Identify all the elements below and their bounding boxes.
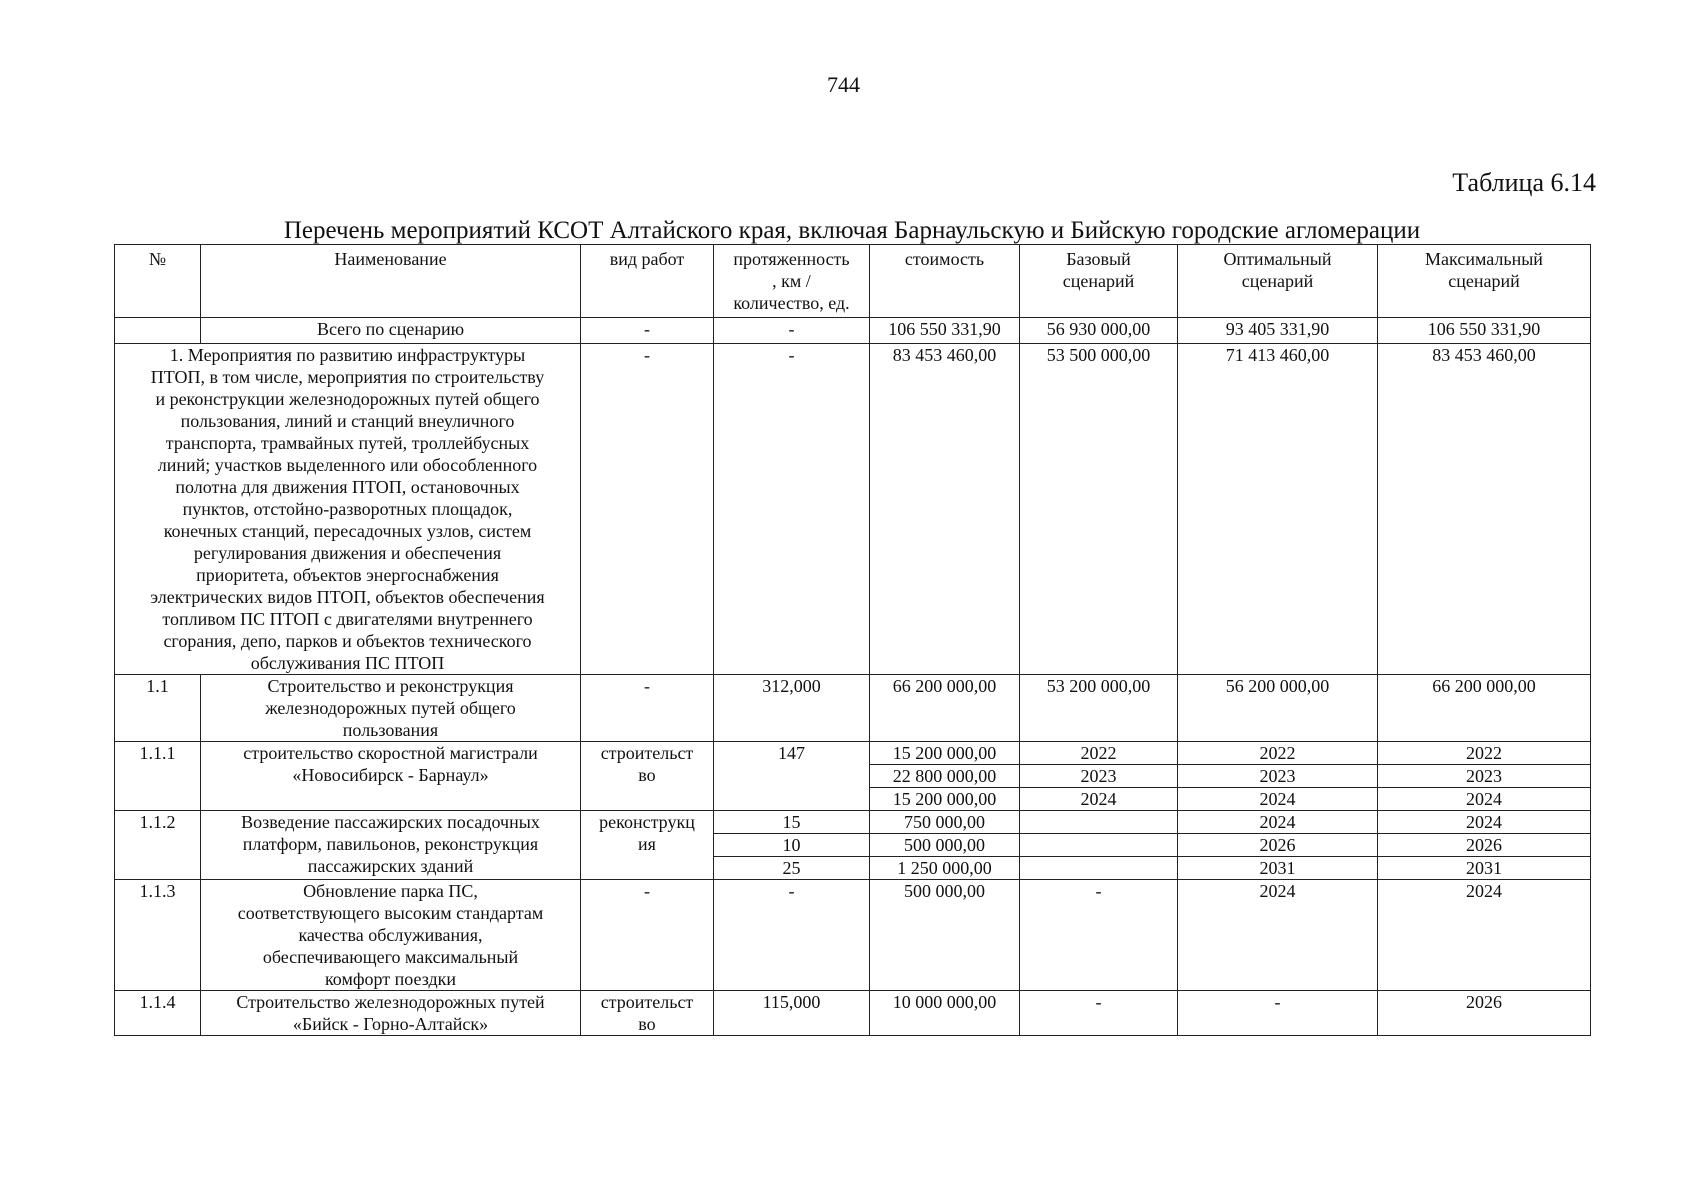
item-1-1-1-optimal: 2022 bbox=[1178, 742, 1378, 765]
section-1-cost: 83 453 460,00 bbox=[870, 344, 1020, 675]
section-1-line: линий; участков выделенного или обособленного bbox=[157, 455, 538, 475]
item-1-1-2-work-type-line: реконструкц bbox=[599, 812, 695, 832]
item-1-1-line: железнодорожных путей общего bbox=[265, 698, 516, 718]
item-1-1-max: 66 200 000,00 bbox=[1378, 675, 1591, 742]
header-base-line: сценарий bbox=[1062, 271, 1135, 291]
item-1-1-line: пользования bbox=[342, 720, 439, 740]
item-1-1-3-work-type: - bbox=[581, 880, 714, 991]
header-extent-line: , км / bbox=[772, 271, 811, 291]
section-1-line: и реконструкции железнодорожных путей общего bbox=[155, 389, 540, 409]
item-1-1-1-cost: 22 800 000,00 bbox=[870, 765, 1020, 788]
item-1-1-1-work-type-line: строительст bbox=[600, 743, 694, 763]
total-name: Всего по сценарию bbox=[201, 318, 581, 344]
item-1-1-2-extent: 25 bbox=[714, 857, 870, 880]
item-1-1-3-num: 1.1.3 bbox=[115, 880, 201, 991]
item-1-1-3-base: - bbox=[1020, 880, 1178, 991]
item-1-1-4-line: «Бийск - Горно-Алтайск» bbox=[292, 1014, 489, 1034]
header-base-line: Базовый bbox=[1066, 249, 1131, 269]
item-1-1-2-work-type bbox=[581, 811, 714, 880]
item-1-1-2-extent: 10 bbox=[714, 834, 870, 857]
item-1-1-2-row bbox=[115, 811, 1591, 834]
item-1-1-2-work-type-line: ия bbox=[638, 834, 656, 854]
total-num bbox=[115, 318, 201, 344]
item-1-1-2-base bbox=[1020, 857, 1178, 880]
item-1-1-2-max: 2026 bbox=[1378, 834, 1591, 857]
item-1-1-2-optimal: 2031 bbox=[1178, 857, 1378, 880]
header-optimal bbox=[1178, 245, 1378, 318]
total-base: 56 930 000,00 bbox=[1020, 318, 1178, 344]
item-1-1-2-line: Возведение пассажирских посадочных bbox=[241, 812, 540, 832]
total-optimal: 93 405 331,90 bbox=[1178, 318, 1378, 344]
item-1-1-3-line: качества обслуживания, bbox=[298, 925, 483, 945]
item-1-1-4-name bbox=[201, 991, 581, 1036]
header-max-line: Максимальный bbox=[1425, 249, 1543, 269]
table-title: Перечень мероприятий КСОТ Алтайского края, включая Барнаульскую и Бийскую городские агломерации bbox=[283, 217, 1421, 244]
item-1-1-2-optimal: 2026 bbox=[1178, 834, 1378, 857]
item-1-1-2-cost: 500 000,00 bbox=[870, 834, 1020, 857]
section-1-line: приоритета, объектов энергоснабжения bbox=[196, 565, 499, 585]
section-1-line: транспорта, трамвайных путей, троллейбусных bbox=[165, 433, 530, 453]
section-1-line: полотна для движения ПТОП, остановочных bbox=[175, 477, 520, 497]
section-1-extent: - bbox=[714, 344, 870, 675]
item-1-1-2-max: 2031 bbox=[1378, 857, 1591, 880]
item-1-1-3-optimal: 2024 bbox=[1178, 880, 1378, 991]
item-1-1-4-extent: 115,000 bbox=[714, 991, 870, 1036]
item-1-1-3-line: обеспечивающего максимальный bbox=[262, 947, 519, 967]
item-1-1-2-line: платформ, павильонов, реконструкция bbox=[242, 834, 539, 854]
item-1-1-4-cost: 10 000 000,00 bbox=[870, 991, 1020, 1036]
item-1-1-2-num: 1.1.2 bbox=[115, 811, 201, 880]
table-label: Таблица 6.14 bbox=[1452, 168, 1596, 197]
total-extent: - bbox=[714, 318, 870, 344]
item-1-1-3-name bbox=[201, 880, 581, 991]
header-optimal-line: сценарий bbox=[1241, 271, 1314, 291]
item-1-1-3-line: соответствующего высоким стандартам bbox=[237, 903, 544, 923]
item-1-1-name bbox=[201, 675, 581, 742]
header-optimal-line: Оптимальный bbox=[1223, 249, 1332, 269]
item-1-1-4-line: Строительство железнодорожных путей bbox=[236, 992, 545, 1012]
item-1-1-3-cost: 500 000,00 bbox=[870, 880, 1020, 991]
page-number: 744 bbox=[827, 72, 860, 97]
item-1-1-1-line: строительство скоростной магистрали bbox=[243, 743, 538, 763]
item-1-1-base: 53 200 000,00 bbox=[1020, 675, 1178, 742]
item-1-1-2-max: 2024 bbox=[1378, 811, 1591, 834]
item-1-1-4-num: 1.1.4 bbox=[115, 991, 201, 1036]
section-1-line: 1. Мероприятия по развитию инфраструктуры bbox=[169, 345, 526, 365]
section-1-line: ПТОП, в том числе, мероприятия по строительству bbox=[150, 367, 545, 387]
item-1-1-2-name bbox=[201, 811, 581, 880]
total-cost: 106 550 331,90 bbox=[870, 318, 1020, 344]
item-1-1-1-cost: 15 200 000,00 bbox=[870, 788, 1020, 811]
section-1-optimal: 71 413 460,00 bbox=[1178, 344, 1378, 675]
section-1-line: обслуживания ПС ПТОП bbox=[250, 653, 445, 673]
section-1-line: электрических видов ПТОП, объектов обеспечения bbox=[150, 587, 545, 607]
item-1-1-4-work-type bbox=[581, 991, 714, 1036]
section-1-line: топливом ПС ПТОП с двигателями внутреннего bbox=[162, 609, 533, 629]
item-1-1-1-name bbox=[201, 742, 581, 811]
item-1-1-2-cost: 1 250 000,00 bbox=[870, 857, 1020, 880]
header-row bbox=[115, 245, 1591, 318]
total-max: 106 550 331,90 bbox=[1378, 318, 1591, 344]
header-base bbox=[1020, 245, 1178, 318]
header-extent bbox=[714, 245, 870, 318]
section-1-line: пунктов, отстойно-разворотных площадок, bbox=[182, 499, 513, 519]
item-1-1-line: Строительство и реконструкция bbox=[267, 676, 514, 696]
item-1-1-1-work-type bbox=[581, 742, 714, 811]
section-1-work-type: - bbox=[581, 344, 714, 675]
item-1-1-extent: 312,000 bbox=[714, 675, 870, 742]
section-1-base: 53 500 000,00 bbox=[1020, 344, 1178, 675]
item-1-1-1-optimal: 2023 bbox=[1178, 765, 1378, 788]
item-1-1-2-cost: 750 000,00 bbox=[870, 811, 1020, 834]
header-max bbox=[1378, 245, 1591, 318]
item-1-1-4-row bbox=[115, 991, 1591, 1036]
item-1-1-1-optimal: 2024 bbox=[1178, 788, 1378, 811]
item-1-1-4-work-type-line: во bbox=[638, 1014, 656, 1034]
item-1-1-1-base: 2022 bbox=[1020, 742, 1178, 765]
item-1-1-3-line: Обновление парка ПС, bbox=[303, 881, 478, 901]
item-1-1-num: 1.1 bbox=[115, 675, 201, 742]
item-1-1-1-max: 2022 bbox=[1378, 742, 1591, 765]
item-1-1-2-base bbox=[1020, 834, 1178, 857]
item-1-1-optimal: 56 200 000,00 bbox=[1178, 675, 1378, 742]
item-1-1-1-cost: 15 200 000,00 bbox=[870, 742, 1020, 765]
section-1-name bbox=[115, 344, 581, 675]
item-1-1-2-base bbox=[1020, 811, 1178, 834]
item-1-1-2-extent: 15 bbox=[714, 811, 870, 834]
header-work-type: вид работ bbox=[581, 245, 714, 318]
measures-table bbox=[114, 244, 1591, 1036]
item-1-1-4-work-type-line: строительст bbox=[600, 992, 694, 1012]
header-extent-line: протяженность bbox=[733, 249, 850, 269]
header-extent-line: количество, ед. bbox=[733, 293, 850, 313]
item-1-1-1-max: 2023 bbox=[1378, 765, 1591, 788]
item-1-1-cost: 66 200 000,00 bbox=[870, 675, 1020, 742]
item-1-1-row bbox=[115, 675, 1591, 742]
item-1-1-1-num: 1.1.1 bbox=[115, 742, 201, 811]
item-1-1-3-max: 2024 bbox=[1378, 880, 1591, 991]
section-1-line: регулирования движения и обеспечения bbox=[193, 543, 502, 563]
item-1-1-4-max: 2026 bbox=[1378, 991, 1591, 1036]
item-1-1-work-type: - bbox=[581, 675, 714, 742]
total-work-type: - bbox=[581, 318, 714, 344]
item-1-1-1-row bbox=[115, 742, 1591, 765]
item-1-1-4-optimal: - bbox=[1178, 991, 1378, 1036]
header-num: № bbox=[115, 245, 201, 318]
section-1-line: конечных станций, пересадочных узлов, систем bbox=[163, 521, 532, 541]
section-1-max: 83 453 460,00 bbox=[1378, 344, 1591, 675]
item-1-1-1-max: 2024 bbox=[1378, 788, 1591, 811]
section-1-line: пользования, линий и станций внеуличного bbox=[180, 411, 515, 431]
section-1-line: сгорания, депо, парков и объектов технического bbox=[163, 631, 532, 651]
item-1-1-1-line: «Новосибирск - Барнаул» bbox=[292, 765, 489, 785]
item-1-1-3-line: комфорт поездки bbox=[324, 969, 457, 989]
item-1-1-2-optimal: 2024 bbox=[1178, 811, 1378, 834]
item-1-1-1-base: 2024 bbox=[1020, 788, 1178, 811]
header-cost: стоимость bbox=[870, 245, 1020, 318]
item-1-1-1-extent: 147 bbox=[714, 742, 870, 811]
total-row bbox=[115, 318, 1591, 344]
header-name: Наименование bbox=[201, 245, 581, 318]
item-1-1-1-work-type-line: во bbox=[638, 765, 656, 785]
section-1-row bbox=[115, 344, 1591, 675]
item-1-1-4-base: - bbox=[1020, 991, 1178, 1036]
item-1-1-3-extent: - bbox=[714, 880, 870, 991]
header-max-line: сценарий bbox=[1448, 271, 1520, 291]
item-1-1-2-line: пассажирских зданий bbox=[307, 856, 474, 876]
item-1-1-1-base: 2023 bbox=[1020, 765, 1178, 788]
item-1-1-3-row bbox=[115, 880, 1591, 991]
